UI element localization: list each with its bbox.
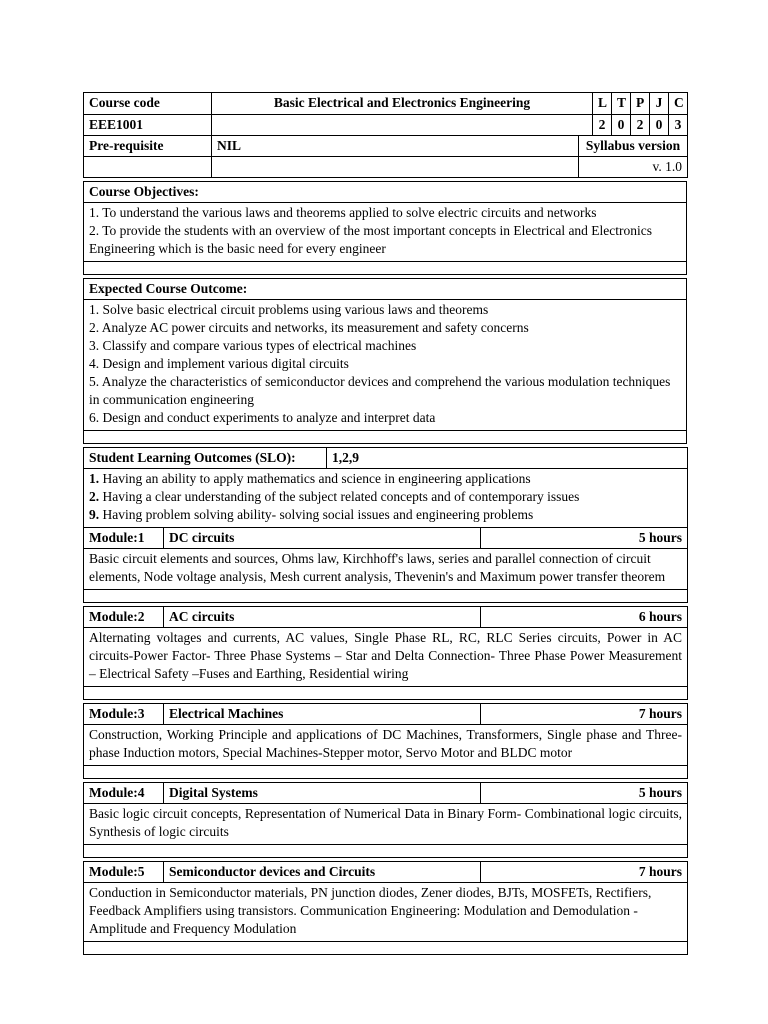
- slo-item: [89, 488, 682, 506]
- spacer-row: [84, 431, 687, 444]
- slo-title: Student Learning Outcomes (SLO):: [84, 448, 327, 469]
- empty-cell: [212, 115, 593, 136]
- module5-title: Semiconductor devices and Circuits: [164, 862, 481, 883]
- slo-module1-table: [83, 447, 688, 603]
- slo-item-number: 1.: [89, 471, 100, 486]
- module3-title: Electrical Machines: [164, 704, 481, 725]
- course-objectives-title: Course Objectives:: [84, 182, 687, 203]
- prerequisite-value: NIL: [212, 136, 579, 157]
- expected-outcome-body: [84, 300, 687, 431]
- slo-item-number: 9.: [89, 507, 100, 522]
- prerequisite-label: Pre-requisite: [84, 136, 212, 157]
- module2-table: [83, 606, 688, 700]
- ltpjc-value-l: 2: [593, 115, 612, 136]
- ltpjc-header-j: J: [650, 93, 669, 115]
- slo-item-text: Having a clear understanding of the subject related concepts and of contemporary issues: [99, 489, 580, 504]
- ltpjc-header-l: L: [593, 93, 612, 115]
- module3-hours: 7 hours: [481, 704, 688, 725]
- module4-hours: 5 hours: [481, 783, 688, 804]
- slo-item-number: 2.: [89, 489, 100, 504]
- slo-item-text: Having problem solving ability- solving social issues and engineering problems: [99, 507, 534, 522]
- expected-outcome-table: [83, 278, 687, 444]
- empty-cell: [84, 157, 212, 178]
- module5-hours: 7 hours: [481, 862, 688, 883]
- syllabus-document: [83, 92, 687, 958]
- syllabus-version-value: v. 1.0: [579, 157, 688, 178]
- module2-hours: 6 hours: [481, 607, 688, 628]
- expected-outcome-title: Expected Course Outcome:: [84, 279, 687, 300]
- course-title: Basic Electrical and Electronics Engineering: [212, 93, 593, 115]
- ltpjc-value-t: 0: [612, 115, 631, 136]
- module1-title: DC circuits: [164, 528, 481, 549]
- ltpjc-header-c: C: [669, 93, 688, 115]
- ltpjc-value-p: 2: [631, 115, 650, 136]
- ltpjc-header-t: T: [612, 93, 631, 115]
- module2-content: Alternating voltages and currents, AC values, Single Phase RL, RC, RLC Series circuits, Power in AC circuits-Power Factor- Three Phase Systems – Star and Delta Connection- Three Phase Power Measurement – Electrical Safety –Fuses and Earthing, Residential wiring: [84, 628, 688, 687]
- outcome-item: 4. Design and implement various digital circuits: [89, 356, 349, 371]
- spacer-row: [84, 687, 688, 700]
- module1-hours: 5 hours: [481, 528, 688, 549]
- spacer-row: [84, 942, 688, 955]
- outcome-item: 5. Analyze the characteristics of semiconductor devices and comprehend the various modulation techniques in communication engineering: [89, 374, 671, 407]
- slo-item: [89, 470, 682, 488]
- empty-cell: [212, 157, 579, 178]
- module4-table: [83, 782, 688, 858]
- module3-table: [83, 703, 688, 779]
- objective-item: 2. To provide the students with an overview of the most important concepts in Electrical and Electronics Engineering which is the basic need for every engineer: [89, 223, 653, 256]
- ltpjc-header-p: P: [631, 93, 650, 115]
- module4-content: Basic logic circuit concepts, Representation of Numerical Data in Binary Form- Combinational logic circuits, Synthesis of logic circuits: [84, 804, 688, 845]
- module2-title: AC circuits: [164, 607, 481, 628]
- ltpjc-value-j: 0: [650, 115, 669, 136]
- module3-label: Module:3: [84, 704, 164, 725]
- module1-content: Basic circuit elements and sources, Ohms law, Kirchhoff's laws, series and parallel connection of circuit elements, Node voltage analysis, Mesh current analysis, Thevenin's and Maximum power transfer theorem: [84, 549, 688, 590]
- outcome-item: 6. Design and conduct experiments to analyze and interpret data: [89, 410, 436, 425]
- slo-item-text: Having an ability to apply mathematics and science in engineering applications: [99, 471, 531, 486]
- module5-label: Module:5: [84, 862, 164, 883]
- syllabus-version-label: Syllabus version: [579, 136, 688, 157]
- module3-content: Construction, Working Principle and applications of DC Machines, Transformers, Single phase and Three-phase Induction motors, Special Machines-Stepper motor, Servo Motor and BLDC motor: [84, 725, 688, 766]
- slo-item: [89, 506, 682, 524]
- module2-label: Module:2: [84, 607, 164, 628]
- module4-title: Digital Systems: [164, 783, 481, 804]
- module1-label: Module:1: [84, 528, 164, 549]
- course-header-table: [83, 92, 688, 178]
- spacer-row: [84, 845, 688, 858]
- ltpjc-value-c: 3: [669, 115, 688, 136]
- course-objectives-body: [84, 203, 687, 262]
- module5-content: Conduction in Semiconductor materials, PN junction diodes, Zener diodes, BJTs, MOSFETs, Rectifiers, Feedback Amplifiers using transistors. Communication Engineering: Modulation and Demodulation - Amplitude and Frequency Modulation: [84, 883, 688, 942]
- outcome-item: 3. Classify and compare various types of electrical machines: [89, 338, 417, 353]
- course-code-label: Course code: [84, 93, 212, 115]
- spacer-row: [84, 766, 688, 779]
- spacer-row: [84, 262, 687, 275]
- slo-body: [84, 469, 688, 528]
- outcome-item: 2. Analyze AC power circuits and networks, its measurement and safety concerns: [89, 320, 529, 335]
- course-objectives-table: [83, 181, 687, 275]
- spacer-row: [84, 590, 688, 603]
- objective-item: 1. To understand the various laws and theorems applied to solve electric circuits and networks: [89, 205, 597, 220]
- outcome-item: 1. Solve basic electrical circuit problems using various laws and theorems: [89, 302, 489, 317]
- module5-table: [83, 861, 688, 955]
- module4-label: Module:4: [84, 783, 164, 804]
- course-code-value: EEE1001: [84, 115, 212, 136]
- slo-value: 1,2,9: [327, 448, 688, 469]
